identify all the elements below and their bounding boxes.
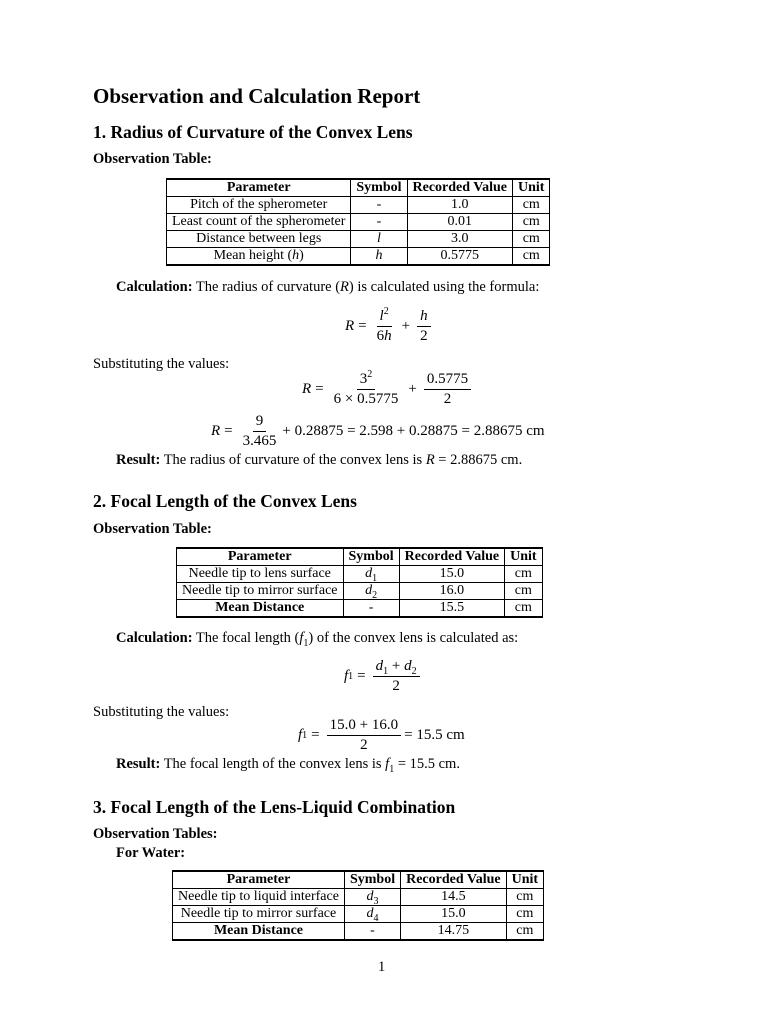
section1-substituting: Substituting the values:	[93, 356, 230, 372]
section1-result	[116, 452, 522, 469]
cell-symbol	[351, 231, 407, 248]
cell-parameter: Mean Distance	[177, 600, 344, 618]
header-unit: Unit	[506, 871, 543, 889]
header-unit: Unit	[513, 179, 550, 197]
table-header-row	[167, 179, 550, 197]
cell-value: 15.5	[399, 600, 505, 618]
header-symbol: Symbol	[343, 548, 399, 566]
section2-result	[116, 756, 460, 773]
cell-value: 16.0	[399, 583, 505, 600]
cell-parameter: Mean height (h)	[167, 248, 351, 266]
eq-den: 2	[360, 737, 368, 753]
eq-num-3: 3	[359, 371, 368, 387]
calc-text: The radius of curvature (R) is calculated using the formula:	[195, 279, 540, 295]
header-recorded-value: Recorded Value	[407, 179, 513, 197]
formula-radius-evaluated: R = $\frac{9}{3.465}$ + 0.28875 = 2.598 + 0.28875 = 2.88675 cm	[211, 413, 545, 449]
cell-symbol: $d_2$	[343, 583, 399, 600]
section1-table-caption: Observation Table:	[93, 151, 212, 167]
calc-label: Calculation:	[116, 279, 193, 295]
cell-symbol: -	[343, 600, 399, 618]
cell-parameter: Needle tip to mirror surface	[173, 906, 345, 923]
cell-parameter: Needle tip to lens surface	[177, 566, 344, 583]
eq-num-9: 9	[253, 413, 267, 432]
cell-value: 14.75	[401, 923, 507, 941]
cell-unit: cm	[506, 923, 543, 941]
cell-symbol: $d_4$	[344, 906, 400, 923]
cell-unit: cm	[505, 566, 542, 583]
result-label: Result:	[116, 756, 161, 772]
cell-unit: cm	[505, 583, 542, 600]
table-header-row	[173, 871, 544, 889]
cell-unit: cm	[505, 600, 542, 618]
cell-value: 3.0	[407, 231, 513, 248]
table-row	[177, 600, 543, 618]
formula-focal-length-substituted: f 1 = $\frac{15.0 + 16.0}{2}$ = 15.5 cm	[298, 717, 465, 753]
cell-value: 0.01	[407, 214, 513, 231]
cell-unit: cm	[506, 906, 543, 923]
table-row	[167, 197, 550, 214]
cell-value: 1.0	[407, 197, 513, 214]
table-row	[167, 214, 550, 231]
section1-calculation	[116, 279, 539, 296]
section2-observation-table	[176, 547, 543, 618]
cell-unit: cm	[513, 214, 550, 231]
eq-evaluation: + 0.28875 = 2.598 + 0.28875 = 2.88675 cm	[282, 423, 545, 439]
cell-symbol: $d_1$	[343, 566, 399, 583]
formula-radius: R = $\frac{l^2}{6h}$ + $\frac{h}{2}$	[345, 308, 434, 345]
eq-den-3465: 3.465	[242, 433, 277, 449]
section2-title: 2. Focal Length of the Convex Lens	[93, 491, 357, 511]
section3-table-subcaption: For Water:	[116, 845, 186, 861]
header-recorded-value: Recorded Value	[401, 871, 507, 889]
cell-symbol: -	[344, 923, 400, 941]
calc-text: The focal length $(f_1)$ of the convex lens is calculated as:	[195, 630, 519, 649]
cell-value: 15.0	[399, 566, 505, 583]
table-row	[167, 231, 550, 248]
cell-symbol: -	[351, 214, 407, 231]
cell-symbol: -	[351, 197, 407, 214]
header-symbol: Symbol	[344, 871, 400, 889]
cell-parameter: Needle tip to mirror surface	[177, 583, 344, 600]
header-parameter: Parameter	[177, 548, 344, 566]
cell-unit: cm	[506, 889, 543, 906]
section3-table-caption: Observation Tables:	[93, 826, 218, 842]
eq-den: 6 × 0.5775	[333, 391, 399, 407]
section1-observation-table	[166, 178, 550, 266]
cell-parameter: Distance between legs	[167, 231, 351, 248]
section2-table-caption: Observation Table:	[93, 521, 212, 537]
table-row	[177, 583, 543, 600]
cell-unit: cm	[513, 197, 550, 214]
table-row	[173, 906, 544, 923]
section3-title: 3. Focal Length of the Lens-Liquid Combination	[93, 797, 456, 817]
cell-parameter: Least count of the spherometer	[167, 214, 351, 231]
symbol-l: l	[377, 231, 381, 246]
table-header-row	[177, 548, 543, 566]
section1-title: 1. Radius of Curvature of the Convex Lens	[93, 122, 413, 142]
cell-value: 0.5775	[407, 248, 513, 266]
section2-calculation	[116, 630, 518, 647]
page-number: 1	[378, 959, 386, 975]
eq-evaluation: = 15.5 cm	[404, 727, 465, 743]
cell-symbol: $d_3$	[344, 889, 400, 906]
cell-parameter: Needle tip to liquid interface	[173, 889, 345, 906]
result-text: The radius of curvature of the convex lens is R = 2.88675 cm.	[163, 452, 523, 468]
page-title: Observation and Calculation Report	[93, 84, 421, 108]
cell-parameter: Pitch of the spherometer	[167, 197, 351, 214]
calc-label: Calculation:	[116, 630, 193, 646]
header-recorded-value: Recorded Value	[399, 548, 505, 566]
table-row	[173, 923, 544, 941]
cell-value: 15.0	[401, 906, 507, 923]
eq-num-h: 0.5775	[424, 371, 471, 390]
result-label: Result:	[116, 452, 161, 468]
table-row	[167, 248, 550, 266]
header-symbol: Symbol	[351, 179, 407, 197]
header-parameter: Parameter	[173, 871, 345, 889]
section2-substituting: Substituting the values:	[93, 704, 230, 720]
table-row	[173, 889, 544, 906]
header-unit: Unit	[505, 548, 542, 566]
table-row	[177, 566, 543, 583]
formula-radius-substituted: R = $\frac{3^2}{6 \times 0.5775}$ + $\frac{0.5775}{2}$	[302, 371, 474, 408]
cell-parameter: Mean Distance	[173, 923, 345, 941]
symbol-h: h	[375, 248, 383, 263]
cell-symbol	[351, 248, 407, 266]
result-text: The focal length of the convex lens is $f_1 = 15.5$ cm.	[163, 756, 460, 775]
cell-value: 14.5	[401, 889, 507, 906]
formula-focal-length: f 1 = $\frac{d_1 + d_2}{2}$	[344, 658, 423, 695]
cell-unit: cm	[513, 231, 550, 248]
section3-observation-table	[172, 870, 544, 941]
header-parameter: Parameter	[167, 179, 351, 197]
cell-unit: cm	[513, 248, 550, 266]
eq-num: 15.0 + 16.0	[327, 717, 401, 736]
